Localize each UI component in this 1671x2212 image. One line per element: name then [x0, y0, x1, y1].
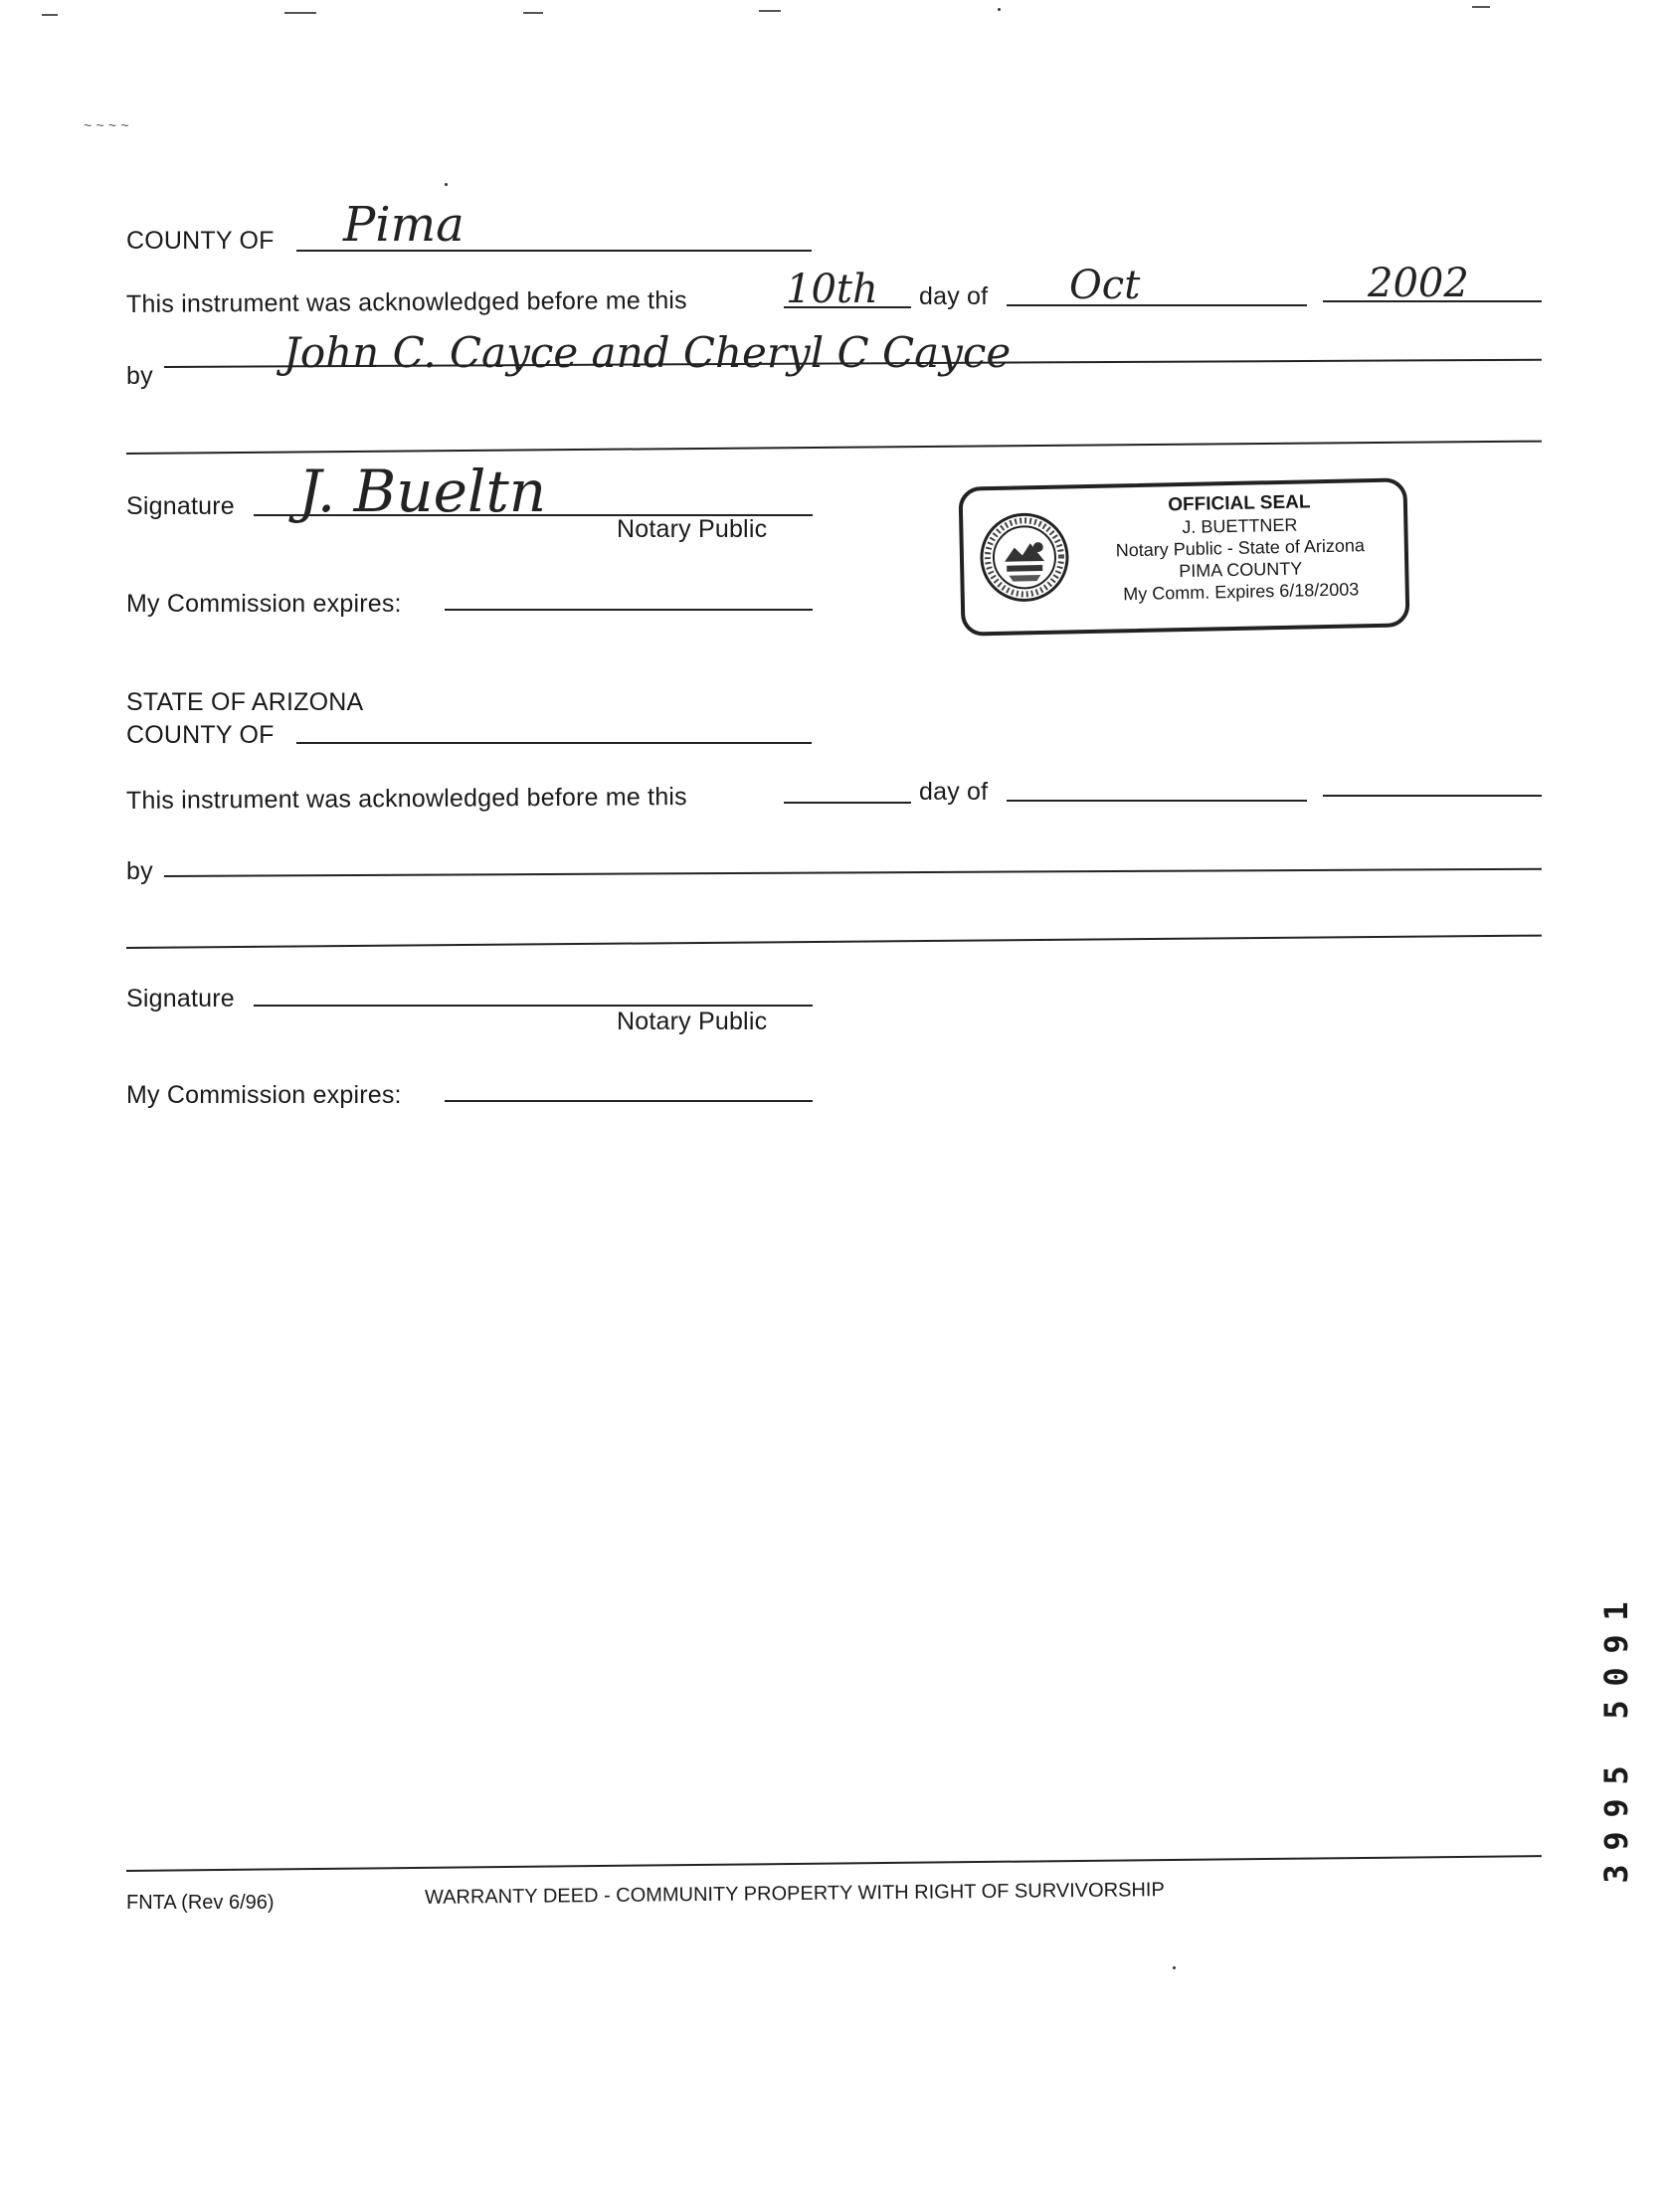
scan-artifact: [759, 10, 781, 12]
scan-artifact: [1173, 1966, 1176, 1969]
commission-label-2: My Commission expires:: [126, 1081, 402, 1109]
by-handwritten: John C. Cayce and Cheryl C Cayce: [283, 328, 1012, 377]
seal-heading: OFFICIAL SEAL: [1168, 491, 1311, 516]
scan-artifact: [1472, 6, 1490, 8]
day-of-label: day of: [919, 282, 989, 310]
signature-label: Signature: [126, 492, 235, 520]
day-line-2: [784, 802, 911, 804]
seal-title: Notary Public - State of Arizona: [1115, 535, 1366, 561]
recording-number-digit: 9: [1597, 1798, 1635, 1818]
form-code: FNTA (Rev 6/96): [126, 1892, 275, 1914]
commission-line: [445, 609, 813, 611]
commission-line-2: [445, 1100, 813, 1102]
ack-text: This instrument was acknowledged before me this: [125, 286, 687, 318]
recording-number-digit: 9: [1597, 1831, 1635, 1851]
by-line-2a: [164, 868, 1542, 877]
commission-label: My Commission expires:: [126, 590, 402, 618]
scan-artifact: [523, 12, 543, 14]
county-line-2: [296, 742, 812, 744]
recording-number-digit: 0: [1597, 1667, 1635, 1687]
scan-artifact: [998, 8, 1001, 11]
signature-label-2: Signature: [126, 985, 235, 1013]
notary-public-label: Notary Public: [617, 515, 768, 543]
recording-number-digit: 1: [1597, 1601, 1635, 1621]
scan-artifact: [445, 183, 448, 186]
notary-public-label-2: Notary Public: [617, 1008, 768, 1035]
by-line-2: [126, 441, 1542, 455]
recording-number-digit: 9: [1597, 1634, 1635, 1654]
year-handwritten: 2002: [1368, 261, 1469, 306]
by-label-2: by: [126, 857, 153, 885]
seal-text: [1080, 489, 1400, 606]
month-line-2: [1007, 800, 1307, 802]
footer-rule: [126, 1855, 1542, 1872]
seal-county: PIMA COUNTY: [1179, 558, 1303, 582]
month-handwritten: Oct: [1069, 263, 1141, 308]
state-seal-icon: [978, 510, 1071, 604]
year-line-2: [1323, 795, 1542, 797]
by-label: by: [126, 362, 153, 390]
ack-text-2: This instrument was acknowledged before me this: [125, 783, 687, 815]
month-line: [1007, 304, 1307, 306]
signature-line-2: [254, 1005, 813, 1007]
header-marks: ~ ~ ~ ~: [84, 117, 129, 133]
day-handwritten: 10th: [786, 267, 878, 312]
state-label: STATE OF ARIZONA: [126, 688, 364, 716]
scan-artifact: [42, 14, 58, 16]
document-title: WARRANTY DEED - COMMUNITY PROPERTY WITH RIGHT OF SURVIVORSHIP: [424, 1879, 1165, 1909]
by-line-2b: [126, 935, 1542, 949]
signature-handwritten: J. Bueltn: [298, 458, 547, 525]
scan-artifact: [284, 12, 316, 14]
seal-name: J. BUETTNER: [1182, 514, 1298, 538]
day-of-label-2: day of: [919, 778, 989, 806]
recording-number-digit: 5: [1597, 1700, 1635, 1720]
recording-number-digit: 5: [1597, 1765, 1635, 1785]
recording-number-digit: 3: [1597, 1864, 1635, 1884]
county-label-2: COUNTY OF: [126, 721, 275, 749]
county-label: COUNTY OF: [126, 227, 275, 255]
seal-expires: My Comm. Expires 6/18/2003: [1123, 579, 1360, 605]
county-handwritten: Pima: [343, 197, 464, 253]
official-seal-stamp: [958, 477, 1409, 636]
